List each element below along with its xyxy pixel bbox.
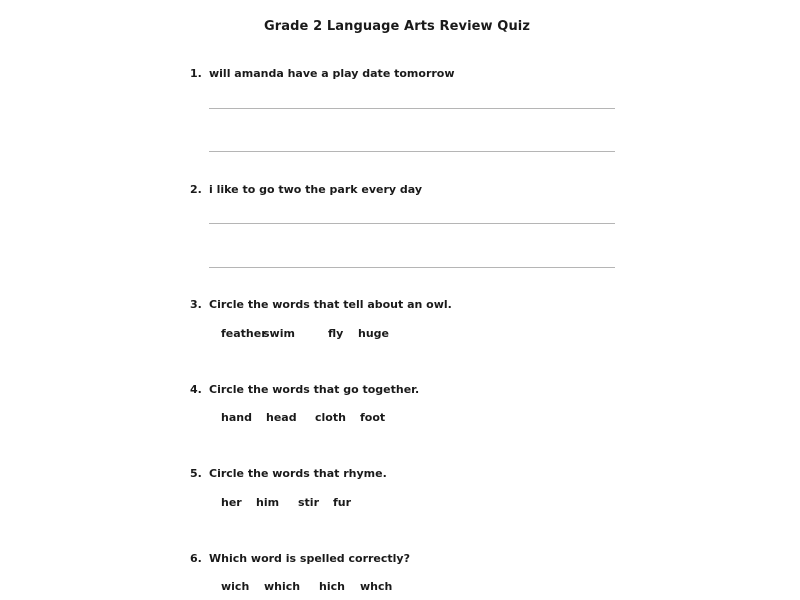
word-choice[interactable]: whch (360, 580, 393, 593)
answer-line[interactable] (209, 108, 615, 109)
question-text: Circle the words that go together. (209, 383, 420, 396)
question-1 (190, 67, 455, 80)
question-text: i like to go two the park every day (209, 183, 423, 196)
question-6 (190, 552, 410, 565)
word-choice[interactable]: huge (358, 327, 389, 340)
answer-line[interactable] (209, 151, 615, 152)
answer-line[interactable] (209, 223, 615, 224)
question-number: 3. (190, 298, 202, 311)
question-4 (190, 383, 419, 396)
question-3 (190, 298, 452, 311)
word-choice[interactable]: him (256, 496, 280, 509)
word-choice[interactable]: her (221, 496, 242, 509)
word-choice[interactable]: head (266, 411, 297, 424)
question-text: Which word is spelled correctly? (209, 552, 410, 565)
question-number: 2. (190, 183, 202, 196)
question-number: 4. (190, 383, 202, 396)
word-choice[interactable]: stir (298, 496, 320, 509)
word-choice[interactable]: feather (221, 327, 267, 340)
word-choice[interactable]: hich (319, 580, 345, 593)
question-5 (190, 467, 387, 480)
word-choice[interactable]: which (264, 580, 301, 593)
page-title: Grade 2 Language Arts Review Quiz (263, 19, 531, 34)
question-number: 6. (190, 552, 202, 565)
word-choice[interactable]: fly (328, 327, 344, 340)
answer-line[interactable] (209, 267, 615, 268)
word-choice[interactable]: foot (360, 411, 386, 424)
question-number: 1. (190, 67, 202, 80)
word-choice[interactable]: cloth (315, 411, 346, 424)
question-text: Circle the words that tell about an owl. (209, 298, 452, 311)
word-choice[interactable]: wich (221, 580, 250, 593)
word-choice[interactable]: hand (221, 411, 252, 424)
question-text: Circle the words that rhyme. (209, 467, 387, 480)
word-choice[interactable]: swim (263, 327, 295, 340)
question-2 (190, 183, 422, 196)
question-text: will amanda have a play date tomorrow (209, 67, 455, 80)
question-number: 5. (190, 467, 202, 480)
word-choice[interactable]: fur (333, 496, 352, 509)
